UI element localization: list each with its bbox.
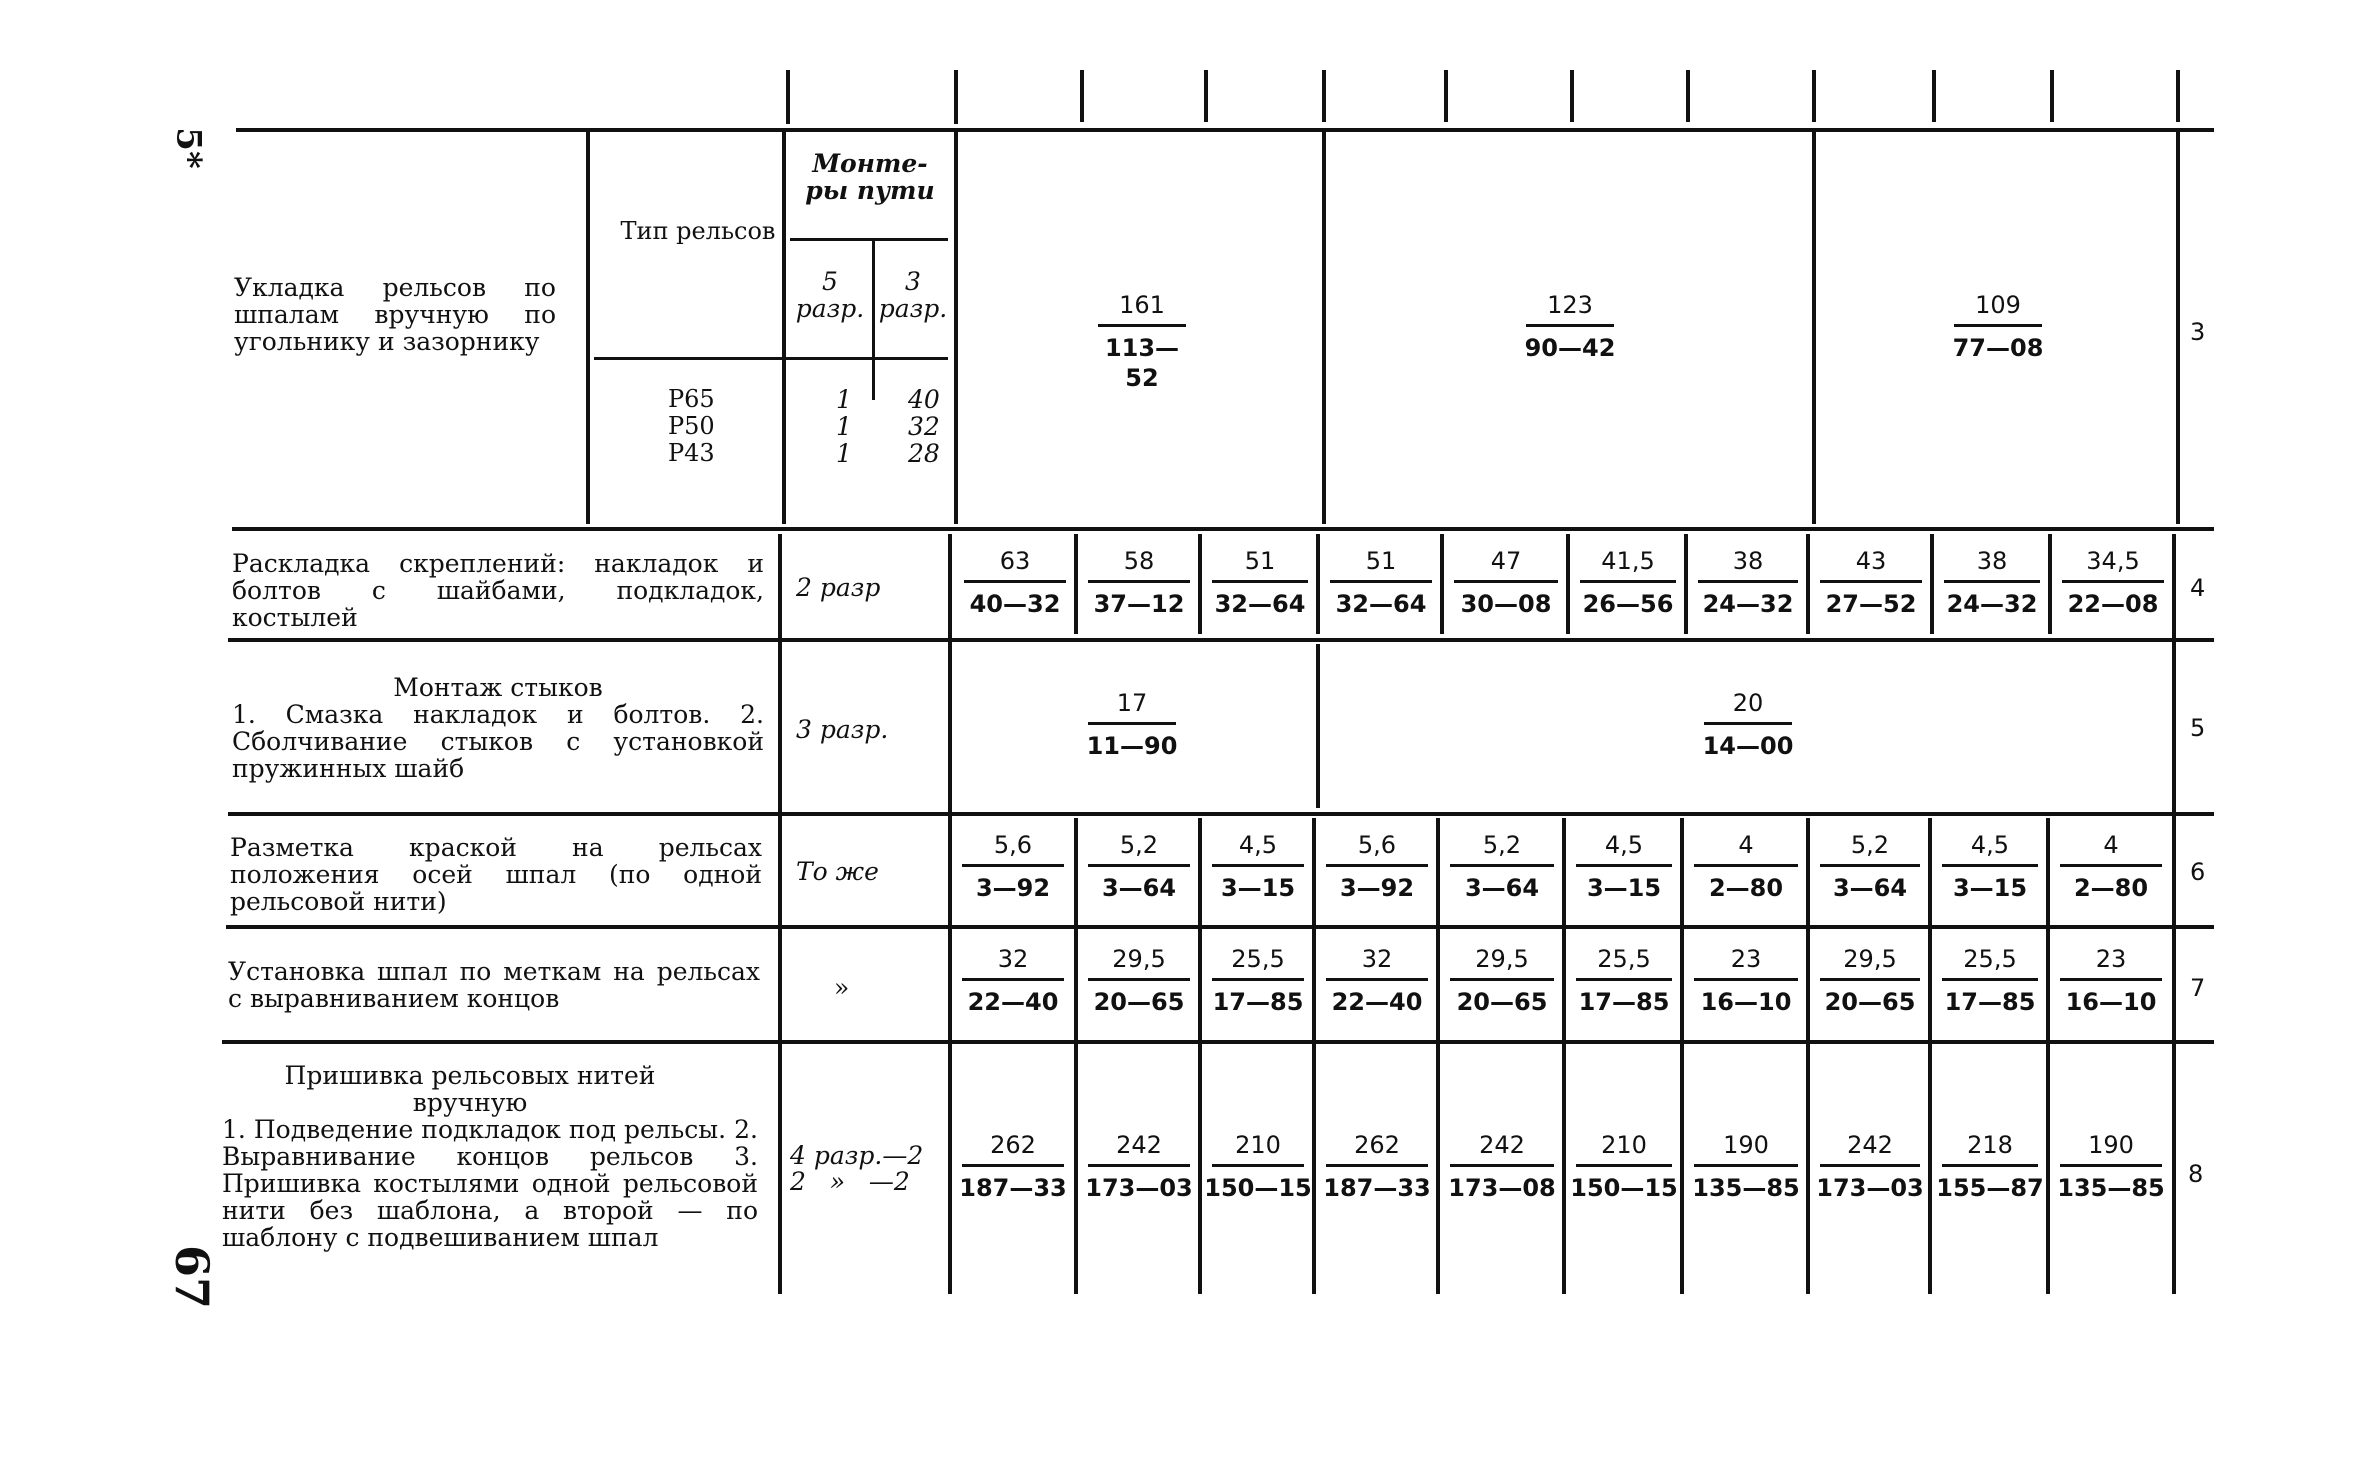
row-6-description: Разметка краской на рельсах положения осей шпал (по одной рельсовой нити) (230, 833, 762, 916)
tick (1204, 70, 1208, 122)
value-denominator: 3—15 (1220, 874, 1296, 902)
rule-row6-bottom (226, 925, 2214, 929)
value-numerator: 23 (2095, 945, 2127, 973)
value-denominator: 90—42 (1524, 334, 1616, 362)
row-8-brigade-line-1: 4 разр.—2 (790, 1141, 924, 1170)
col-sep-r4 (1806, 534, 1810, 634)
col-sep-r4 (1930, 534, 1934, 634)
value-numerator: 25,5 (1231, 945, 1285, 973)
rule-row3-bottom (232, 527, 2214, 531)
col-sep-r678 (1436, 818, 1440, 1294)
row-7-brigade: » (834, 973, 850, 1002)
value-denominator: 135—85 (2057, 1174, 2165, 1202)
row-7-description: Установка шпал по меткам на рельсах с выравниванием концов (228, 957, 760, 1013)
tick (1080, 70, 1084, 122)
col-brig-top (786, 70, 790, 124)
value-numerator: 190 (1723, 1131, 1769, 1159)
col-sep-r678 (1806, 818, 1810, 1294)
col-end-header (2176, 132, 2180, 524)
row-7-value-2 (1080, 944, 1198, 1017)
value-denominator: 3—92 (975, 874, 1051, 902)
value-numerator: 29,5 (1475, 945, 1529, 973)
row-3-description: Укладка рельсов по шпалам вручную по угольнику и зазорнику (234, 273, 556, 356)
value-numerator: 47 (1490, 547, 1522, 575)
row-8-value-6 (1568, 1130, 1680, 1203)
value-numerator: 4 (2103, 831, 2119, 859)
rail-type-r43: Р43 (668, 439, 715, 467)
row-4-value-3 (1204, 546, 1316, 619)
col-sep-r678 (1198, 818, 1202, 1294)
value-numerator: 5,6 (993, 831, 1033, 859)
col-sep-r4 (1074, 534, 1078, 634)
row-8-value-5 (1442, 1130, 1562, 1203)
row-7-value-5 (1442, 944, 1562, 1017)
value-numerator: 29,5 (1112, 945, 1166, 973)
count3-r50: 32 (908, 412, 940, 441)
row-3-value-1 (1090, 290, 1194, 393)
tick (1322, 70, 1326, 122)
col-brig-body (778, 534, 782, 1294)
value-numerator: 51 (1365, 547, 1397, 575)
col-data-start-header (954, 132, 958, 524)
top-mark: 5* (168, 127, 209, 169)
header-grade5: 5 разр. (795, 267, 865, 323)
value-numerator: 25,5 (1963, 945, 2017, 973)
value-denominator: 150—15 (1204, 1174, 1312, 1202)
value-numerator: 38 (1976, 547, 2008, 575)
value-denominator: 24—32 (1946, 590, 2038, 618)
row-4-value-7 (1690, 546, 1806, 619)
count5-r43: 1 (836, 439, 852, 468)
row-5-value-2 (1696, 688, 1800, 761)
value-denominator: 20—65 (1456, 988, 1548, 1016)
col-sep-r678 (1928, 818, 1932, 1294)
value-numerator: 20 (1732, 689, 1764, 717)
rule-row7-bottom (222, 1040, 2214, 1044)
col-data-start-top (954, 70, 958, 124)
value-numerator: 242 (1847, 1131, 1893, 1159)
row-6-value-4 (1318, 830, 1436, 903)
value-numerator: 32 (997, 945, 1029, 973)
value-denominator: 150—15 (1570, 1174, 1678, 1202)
row-8-value-4 (1318, 1130, 1436, 1203)
value-denominator: 32—64 (1214, 590, 1306, 618)
value-denominator: 11—90 (1086, 732, 1178, 760)
value-denominator: 37—12 (1093, 590, 1185, 618)
value-denominator: 135—85 (1692, 1174, 1800, 1202)
value-denominator: 3—64 (1101, 874, 1177, 902)
value-numerator: 190 (2088, 1131, 2134, 1159)
col-sep-r4 (1198, 534, 1202, 634)
value-denominator: 155—87 (1936, 1174, 2044, 1202)
row-8-description: 1. Подведение подкладок под рельсы. 2. Выравнивание концов рельсов 3. Пришивка костылями одной рельсовой нити без шаблона, а второй — по шаблону с подвешиванием шпал (222, 1115, 758, 1252)
row-7-number: 7 (2190, 974, 2206, 1002)
value-denominator: 14—00 (1702, 732, 1794, 760)
tick (1812, 70, 1816, 122)
value-denominator: 40—32 (969, 590, 1061, 618)
value-numerator: 5,2 (1850, 831, 1890, 859)
row-6-value-3 (1204, 830, 1312, 903)
col-data-body (948, 534, 952, 1294)
row-4-value-2 (1080, 546, 1198, 619)
value-numerator: 4,5 (1238, 831, 1278, 859)
count5-r65: 1 (836, 385, 852, 414)
value-numerator: 218 (1967, 1131, 2013, 1159)
row-6-value-9 (1934, 830, 2046, 903)
value-numerator: 109 (1975, 291, 2021, 319)
value-denominator: 22—08 (2067, 590, 2159, 618)
row-4-value-4 (1322, 546, 1440, 619)
header-grade3: 3 разр. (878, 267, 948, 323)
row-3-number: 3 (2190, 318, 2206, 346)
tick (1570, 70, 1574, 122)
row-6-brigade: То же (796, 857, 879, 886)
row-7-value-1 (954, 944, 1072, 1017)
row-4-number: 4 (2190, 574, 2206, 602)
value-denominator: 27—52 (1825, 590, 1917, 618)
value-numerator: 242 (1479, 1131, 1525, 1159)
rule-header-sub (790, 238, 948, 241)
row-7-value-8 (1812, 944, 1928, 1017)
value-numerator: 123 (1547, 291, 1593, 319)
value-numerator: 41,5 (1601, 547, 1655, 575)
value-denominator: 16—10 (1700, 988, 1792, 1016)
value-denominator: 26—56 (1582, 590, 1674, 618)
value-denominator: 3—15 (1952, 874, 2028, 902)
row-4-value-1 (956, 546, 1074, 619)
value-denominator: 22—40 (967, 988, 1059, 1016)
value-numerator: 4 (1738, 831, 1754, 859)
row-5-title: Монтаж стыков (393, 673, 603, 702)
row-4-value-10 (2054, 546, 2172, 619)
count3-r43: 28 (908, 439, 940, 468)
value-numerator: 17 (1116, 689, 1148, 717)
value-denominator: 187—33 (959, 1174, 1067, 1202)
row-7-value-7 (1686, 944, 1806, 1017)
col-sep-r678 (1312, 818, 1316, 1294)
value-numerator: 210 (1235, 1131, 1281, 1159)
value-numerator: 4,5 (1604, 831, 1644, 859)
rail-type-r50: Р50 (668, 412, 715, 440)
value-numerator: 262 (990, 1131, 1036, 1159)
row-6-value-6 (1568, 830, 1680, 903)
col-brig-header (782, 132, 786, 524)
col-group3-header (1812, 132, 1816, 524)
value-numerator: 242 (1116, 1131, 1162, 1159)
value-denominator: 173—03 (1085, 1174, 1193, 1202)
col-sep-r5 (1316, 644, 1320, 808)
row-4-value-9 (1936, 546, 2048, 619)
row-5-description: 1. Смазка накладок и болтов. 2. Сболчивание стыков с установкой пружинных шайб (232, 700, 764, 783)
col-sep-r4 (1440, 534, 1444, 634)
value-denominator: 24—32 (1702, 590, 1794, 618)
col-left-header (586, 132, 590, 524)
value-denominator: 3—64 (1464, 874, 1540, 902)
row-8-value-1 (954, 1130, 1072, 1203)
rail-type-r65: Р65 (668, 385, 715, 413)
col-sep-r678 (1562, 818, 1566, 1294)
col-sep-r4 (1566, 534, 1570, 634)
row-8-value-7 (1686, 1130, 1806, 1203)
value-denominator: 173—08 (1448, 1174, 1556, 1202)
row-4-value-8 (1812, 546, 1930, 619)
row-3-value-2 (1518, 290, 1622, 363)
row-4-brigade: 2 разр (796, 573, 881, 602)
tick (1932, 70, 1936, 122)
value-numerator: 34,5 (2086, 547, 2140, 575)
value-numerator: 262 (1354, 1131, 1400, 1159)
value-denominator: 17—85 (1212, 988, 1304, 1016)
tick (1686, 70, 1690, 122)
tick (2176, 70, 2180, 122)
row-8-value-9 (1934, 1130, 2046, 1203)
row-8-brigade-line-2: 2 » —2 (790, 1167, 910, 1196)
rule-header-types (594, 357, 948, 360)
value-numerator: 25,5 (1597, 945, 1651, 973)
row-6-value-8 (1812, 830, 1928, 903)
value-numerator: 43 (1855, 547, 1887, 575)
value-numerator: 29,5 (1843, 945, 1897, 973)
value-numerator: 210 (1601, 1131, 1647, 1159)
value-denominator: 3—15 (1586, 874, 1662, 902)
row-6-number: 6 (2190, 858, 2206, 886)
col-end-body (2172, 534, 2176, 1294)
value-numerator: 58 (1123, 547, 1155, 575)
value-numerator: 5,6 (1357, 831, 1397, 859)
value-denominator: 3—64 (1832, 874, 1908, 902)
count5-r50: 1 (836, 412, 852, 441)
value-numerator: 4,5 (1970, 831, 2010, 859)
row-8-title: Пришивка рельсовых нитей вручную (284, 1061, 656, 1117)
value-denominator: 30—08 (1460, 590, 1552, 618)
value-denominator: 32—64 (1335, 590, 1427, 618)
row-6-value-2 (1080, 830, 1198, 903)
value-numerator: 5,2 (1119, 831, 1159, 859)
row-6-value-1 (954, 830, 1072, 903)
value-numerator: 161 (1119, 291, 1165, 319)
value-denominator: 2—80 (2073, 874, 2149, 902)
tick (2050, 70, 2054, 122)
row-8-value-2 (1080, 1130, 1198, 1203)
value-numerator: 63 (999, 547, 1031, 575)
row-6-value-10 (2052, 830, 2170, 903)
value-denominator: 20—65 (1824, 988, 1916, 1016)
rule-top (236, 128, 2214, 132)
row-8-value-10 (2052, 1130, 2170, 1203)
row-7-value-4 (1318, 944, 1436, 1017)
row-5-brigade: 3 разр. (796, 715, 889, 744)
value-numerator: 32 (1361, 945, 1393, 973)
row-5-number: 5 (2190, 714, 2206, 742)
value-denominator: 173—03 (1816, 1174, 1924, 1202)
count3-r65: 40 (908, 385, 940, 414)
row-8-value-3 (1204, 1130, 1312, 1203)
row-8-number: 8 (2188, 1160, 2204, 1188)
header-rail-type: Тип рельсов (620, 217, 776, 245)
col-sep-r678 (1680, 818, 1684, 1294)
row-3-value-3 (1946, 290, 2050, 363)
value-denominator: 77—08 (1952, 334, 2044, 362)
row-7-value-6 (1568, 944, 1680, 1017)
header-fitters: Монте-ры пути (805, 149, 935, 205)
value-denominator: 187—33 (1323, 1174, 1431, 1202)
value-numerator: 38 (1732, 547, 1764, 575)
row-8-value-8 (1812, 1130, 1928, 1203)
page-number: 67 (165, 1244, 220, 1310)
col-5-3-split (872, 240, 875, 400)
value-denominator: 3—92 (1339, 874, 1415, 902)
col-sep-r678 (1074, 818, 1078, 1294)
row-6-value-7 (1686, 830, 1806, 903)
row-7-value-9 (1934, 944, 2046, 1017)
value-denominator: 22—40 (1331, 988, 1423, 1016)
col-sep-r4 (1316, 534, 1320, 634)
row-4-description: Раскладка скреплений: накладок и болтов с шайбами, подкладок, костылей (232, 549, 764, 632)
row-6-value-5 (1442, 830, 1562, 903)
col-sep-r4 (2048, 534, 2052, 634)
row-5-value-1 (1080, 688, 1184, 761)
row-4-value-6 (1572, 546, 1684, 619)
value-numerator: 23 (1730, 945, 1762, 973)
row-7-value-3 (1204, 944, 1312, 1017)
value-denominator: 16—10 (2065, 988, 2157, 1016)
col-group2-header (1322, 132, 1326, 524)
value-denominator: 20—65 (1093, 988, 1185, 1016)
value-denominator: 17—85 (1944, 988, 2036, 1016)
rule-row5-bottom (228, 812, 2214, 816)
value-denominator: 2—80 (1708, 874, 1784, 902)
row-4-value-5 (1446, 546, 1566, 619)
value-denominator: 17—85 (1578, 988, 1670, 1016)
value-numerator: 5,2 (1482, 831, 1522, 859)
value-numerator: 51 (1244, 547, 1276, 575)
value-denominator: 113—52 (1104, 334, 1180, 392)
tick (1444, 70, 1448, 122)
rule-row4-bottom (228, 638, 2214, 642)
row-7-value-10 (2052, 944, 2170, 1017)
col-sep-r4 (1684, 534, 1688, 634)
col-sep-r678 (2046, 818, 2050, 1294)
